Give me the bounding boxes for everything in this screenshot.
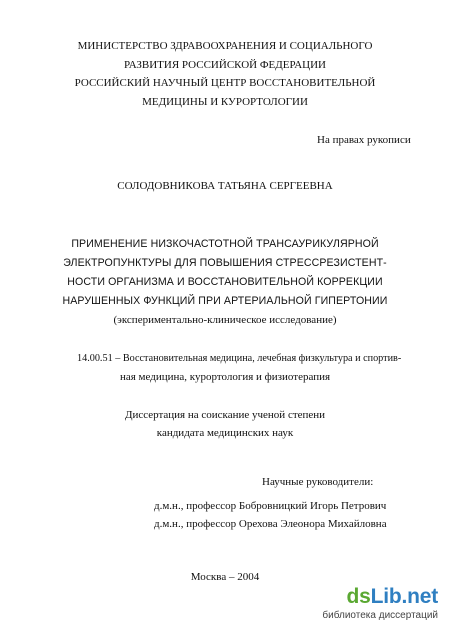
rights-note: На правах рукописи [317,134,411,146]
supervisors-heading: Научные руководители: [262,476,374,488]
supervisor-1: д.м.н., профессор Бобровницкий Игорь Петрович [154,500,387,512]
logo-lib: Lib [370,585,402,608]
title-subtitle: (экспериментально-клиническое исследование) [113,314,337,326]
center-line-2: МЕДИЦИНЫ И КУРОРТОЛОГИИ [142,96,308,108]
watermark-subtitle: библиотека диссертаций [322,610,438,621]
dslib-logo [346,586,438,608]
title-line-2: ЭЛЕКТРОПУНКТУРЫ ДЛЯ ПОВЫШЕНИЯ СТРЕССРЕЗИСТЕНТ- [63,257,387,269]
degree-line-2: кандидата медицинских наук [156,427,294,439]
ministry-line-2: РАЗВИТИЯ РОССИЙСКОЙ ФЕДЕРАЦИИ [124,59,326,71]
center-line-1: РОССИЙСКИЙ НАУЧНЫЙ ЦЕНТР ВОССТАНОВИТЕЛЬНОЙ [74,77,376,89]
logo-net: .net [401,585,438,608]
ministry-line-1: МИНИСТЕРСТВО ЗДРАВООХРАНЕНИЯ И СОЦИАЛЬНОГО [77,40,373,52]
specialty-line-2: ная медицина, курортология и физиотерапия [119,371,331,383]
specialty-line-1: 14.00.51 – Восстановительная медицина, лечебная физкультура и спортив- [77,353,402,364]
author-name: СОЛОДОВНИКОВА ТАТЬЯНА СЕРГЕЕВНА [117,180,333,192]
title-line-1: ПРИМЕНЕНИЕ НИЗКОЧАСТОТНОЙ ТРАНСАУРИКУЛЯРНОЙ [71,238,379,250]
degree-line-1: Диссертация на соискание ученой степени [124,409,326,421]
dslib-watermark [322,585,438,626]
logo-ds: ds [346,585,371,608]
supervisor-2: д.м.н., профессор Орехова Элеонора Михайловна [154,518,387,530]
city-year: Москва – 2004 [190,571,260,583]
title-line-3: НОСТИ ОРГАНИЗМА И ВОССТАНОВИТЕЛЬНОЙ КОРРЕКЦИИ [67,276,383,288]
title-line-4: НАРУШЕННЫХ ФУНКЦИЙ ПРИ АРТЕРИАЛЬНОЙ ГИПЕРТОНИИ [62,295,388,307]
